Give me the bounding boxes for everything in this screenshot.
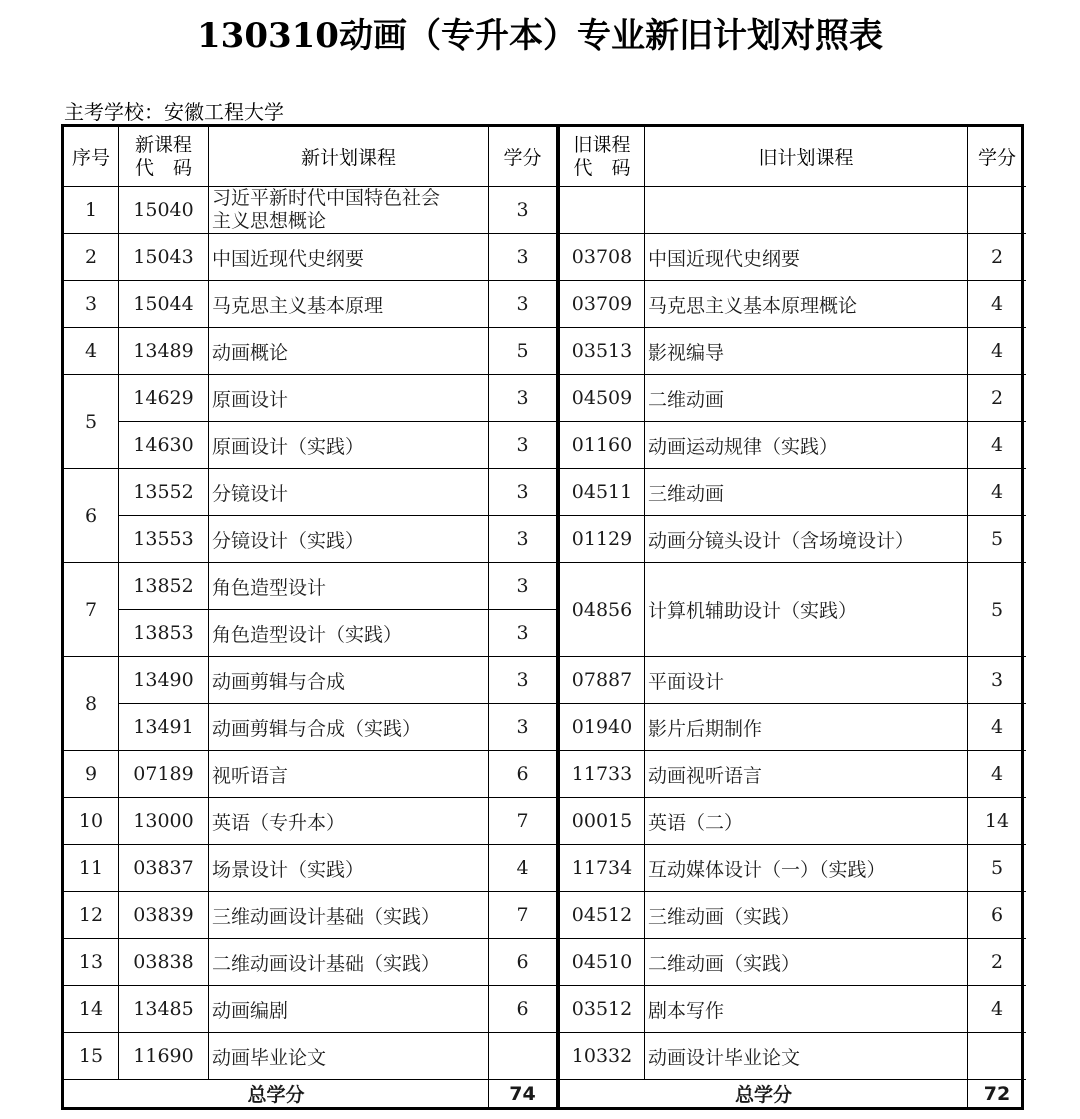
page-title: 130310动画（专升本）专业新旧计划对照表 [197,16,883,56]
new-course-line2: 主义思想概论 [212,210,327,232]
seq-cell: 10 [64,798,119,845]
header-old-code-line2: 代 码 [573,156,631,179]
old-credit-cell: 4 [968,281,1026,328]
new-code-cell: 15043 [119,234,209,281]
new-credit-cell: 4 [489,845,557,892]
old-course-cell [645,187,968,234]
seq-cell: 7 [64,563,119,657]
old-code-cell [560,187,645,234]
old-course-cell: 剧本写作 [645,986,968,1033]
new-credit-cell: 5 [489,328,557,375]
old-code-cell: 04509 [560,375,645,422]
old-credit-cell: 2 [968,939,1026,986]
new-credit-cell: 6 [489,986,557,1033]
new-course-cell: 动画编剧 [209,986,489,1033]
seq-cell: 11 [64,845,119,892]
old-course-cell: 影视编导 [645,328,968,375]
old-credit-cell: 4 [968,704,1026,751]
new-course-cell: 动画毕业论文 [209,1033,489,1080]
header-new-code [119,127,209,187]
new-credit-cell: 3 [489,516,557,563]
seq-cell: 8 [64,657,119,751]
old-credit-cell: 5 [968,563,1026,657]
old-credit-cell: 6 [968,892,1026,939]
new-code-cell: 14629 [119,375,209,422]
old-course-cell: 互动媒体设计（一）（实践） [645,845,968,892]
new-course-cell: 原画设计（实践） [209,422,489,469]
new-code-cell: 13485 [119,986,209,1033]
new-course-cell: 分镜设计 [209,469,489,516]
new-credit-cell: 3 [489,187,557,234]
new-credit-cell: 3 [489,422,557,469]
seq-cell: 14 [64,986,119,1033]
header-old-credit: 学分 [968,127,1026,187]
old-credit-cell: 3 [968,657,1026,704]
new-course-cell: 英语（专升本） [209,798,489,845]
seq-cell: 4 [64,328,119,375]
new-credit-cell: 3 [489,563,557,610]
new-credit-cell: 3 [489,469,557,516]
seq-cell: 13 [64,939,119,986]
comparison-table [61,124,1024,1110]
old-code-cell: 01129 [560,516,645,563]
old-course-cell: 动画视听语言 [645,751,968,798]
new-course-line1: 习近平新时代中国特色社会 [212,187,441,210]
seq-cell: 1 [64,187,119,234]
new-course-cell: 角色造型设计（实践） [209,610,489,657]
total-label-new: 总学分 [64,1080,489,1107]
old-credit-cell: 4 [968,328,1026,375]
old-code-cell: 04512 [560,892,645,939]
header-old-code [560,127,645,187]
total-credit-old: 72 [983,1082,1011,1105]
old-code-cell: 11734 [560,845,645,892]
new-credit-cell: 3 [489,234,557,281]
old-course-cell: 中国近现代史纲要 [645,234,968,281]
new-course-cell [209,187,489,234]
old-credit-cell: 2 [968,375,1026,422]
old-credit-cell: 4 [968,469,1026,516]
header-new-code-line1: 新课程 [134,133,192,156]
new-code-cell: 15040 [119,187,209,234]
header-new-credit: 学分 [489,127,557,187]
new-credit-cell: 6 [489,939,557,986]
total-label-old: 总学分 [560,1080,968,1107]
old-code-cell: 00015 [560,798,645,845]
old-course-cell: 动画分镜头设计（含场境设计） [645,516,968,563]
new-code-cell: 15044 [119,281,209,328]
new-credit-cell: 7 [489,892,557,939]
old-code-cell: 03512 [560,986,645,1033]
old-course-cell: 动画运动规律（实践） [645,422,968,469]
new-course-cell: 角色造型设计 [209,563,489,610]
new-code-cell: 13553 [119,516,209,563]
old-credit-cell [968,1033,1026,1080]
old-course-cell: 动画设计毕业论文 [645,1033,968,1080]
new-code-cell: 13490 [119,657,209,704]
seq-cell: 12 [64,892,119,939]
new-credit-cell: 6 [489,751,557,798]
seq-cell: 6 [64,469,119,563]
old-course-cell: 影片后期制作 [645,704,968,751]
old-course-cell: 二维动画（实践） [645,939,968,986]
old-code-cell: 03513 [560,328,645,375]
new-credit-cell: 3 [489,281,557,328]
new-course-cell: 马克思主义基本原理 [209,281,489,328]
new-code-cell: 13000 [119,798,209,845]
school-label: 主考学校：安徽工程大学 [64,100,284,124]
old-code-cell: 03709 [560,281,645,328]
new-course-cell: 二维动画设计基础（实践） [209,939,489,986]
new-course-cell: 场景设计（实践） [209,845,489,892]
new-credit-cell: 3 [489,657,557,704]
old-credit-cell: 14 [968,798,1026,845]
total-credit-new: 74 [489,1080,557,1107]
old-course-cell: 平面设计 [645,657,968,704]
seq-cell: 2 [64,234,119,281]
new-course-cell: 原画设计 [209,375,489,422]
seq-cell: 5 [64,375,119,469]
old-course-cell: 计算机辅助设计（实践） [645,563,968,657]
new-code-cell: 13853 [119,610,209,657]
old-course-cell: 三维动画 [645,469,968,516]
new-code-cell: 11690 [119,1033,209,1080]
new-code-cell: 03838 [119,939,209,986]
old-credit-cell [968,187,1026,234]
old-credit-cell: 5 [968,516,1026,563]
header-seq: 序号 [64,127,119,187]
old-code-cell: 04856 [560,563,645,657]
new-code-cell: 13489 [119,328,209,375]
new-code-cell: 13552 [119,469,209,516]
new-code-cell: 14630 [119,422,209,469]
seq-cell: 15 [64,1033,119,1080]
new-course-cell: 三维动画设计基础（实践） [209,892,489,939]
old-code-cell: 04511 [560,469,645,516]
new-course-cell: 中国近现代史纲要 [209,234,489,281]
header-old-course: 旧计划课程 [645,127,968,187]
old-credit-cell: 4 [968,986,1026,1033]
old-code-cell: 04510 [560,939,645,986]
seq-cell: 9 [64,751,119,798]
header-new-code-line2: 代 码 [134,156,192,179]
old-credit-cell: 4 [968,751,1026,798]
new-code-cell: 03837 [119,845,209,892]
header-new-course: 新计划课程 [209,127,489,187]
new-code-cell: 13491 [119,704,209,751]
new-course-cell: 动画概论 [209,328,489,375]
seq-cell: 3 [64,281,119,328]
old-course-cell: 英语（二） [645,798,968,845]
old-code-cell: 01940 [560,704,645,751]
old-course-cell: 三维动画（实践） [645,892,968,939]
old-code-cell: 01160 [560,422,645,469]
old-code-cell: 10332 [560,1033,645,1080]
old-credit-cell: 5 [968,845,1026,892]
new-code-cell: 07189 [119,751,209,798]
new-credit-cell [489,1033,557,1080]
old-credit-cell: 4 [968,422,1026,469]
old-code-cell: 07887 [560,657,645,704]
new-credit-cell: 3 [489,704,557,751]
new-course-cell: 动画剪辑与合成 [209,657,489,704]
new-course-cell: 视听语言 [209,751,489,798]
old-credit-cell: 2 [968,234,1026,281]
old-course-cell: 二维动画 [645,375,968,422]
header-old-code-line1: 旧课程 [573,133,631,156]
old-course-cell: 马克思主义基本原理概论 [645,281,968,328]
new-course-cell: 动画剪辑与合成（实践） [209,704,489,751]
new-credit-cell: 3 [489,610,557,657]
new-code-cell: 03839 [119,892,209,939]
old-code-cell: 03708 [560,234,645,281]
new-credit-cell: 7 [489,798,557,845]
new-course-cell: 分镜设计（实践） [209,516,489,563]
new-credit-cell: 3 [489,375,557,422]
new-code-cell: 13852 [119,563,209,610]
old-code-cell: 11733 [560,751,645,798]
